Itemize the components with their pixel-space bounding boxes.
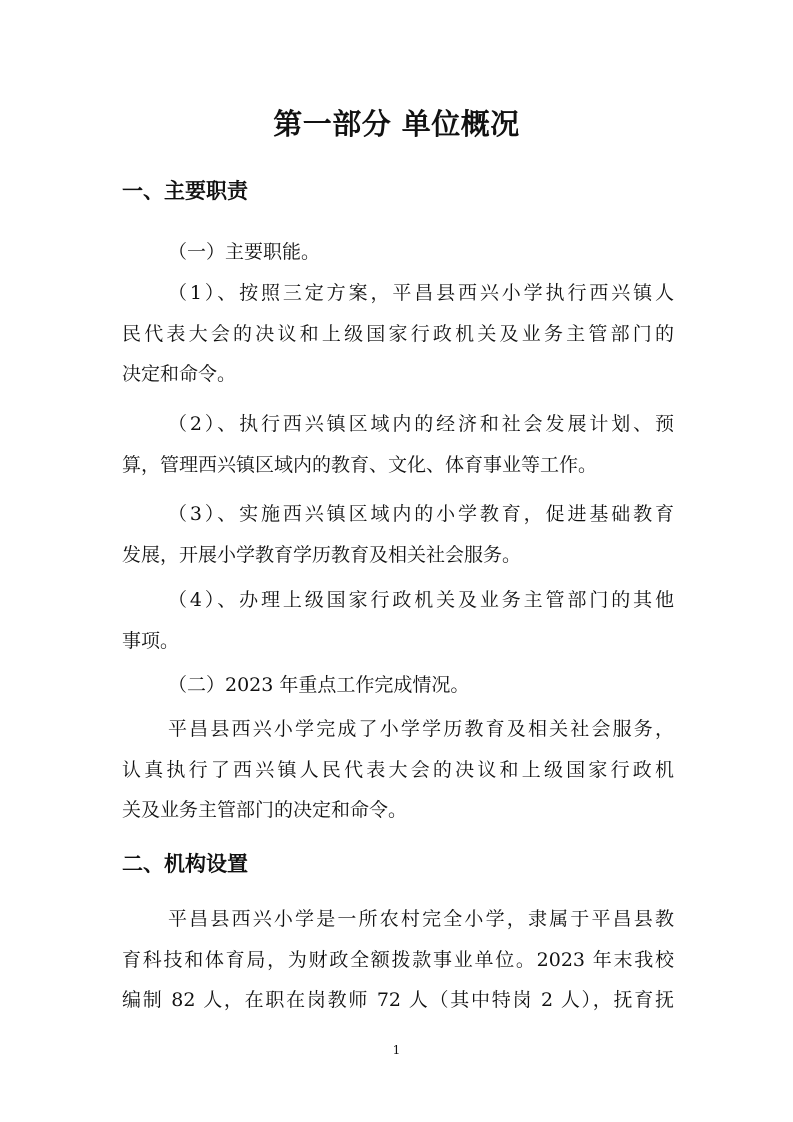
paragraph-line: 算，管理西兴镇区域内的教育、文化、体育事业等工作。 <box>122 453 598 476</box>
subsection-main-functions <box>122 232 674 273</box>
section-heading-organization: 二、机构设置 <box>122 852 248 876</box>
duty-item-2 <box>122 404 674 485</box>
paragraph-line: （3）、实施西兴镇区域内的小学教育，促进基础教育 <box>168 503 674 525</box>
page-title: 第一部分 单位概况 <box>273 107 520 141</box>
paragraph-line: 认真执行了西兴镇人民代表大会的决议和上级国家行政机 <box>122 758 674 781</box>
paragraph-line: 发展，开展小学教育学历教育及相关社会服务。 <box>122 543 522 566</box>
duty-item-4 <box>122 580 674 661</box>
paragraph-line: 平昌县西兴小学完成了小学学历教育及相关社会服务， <box>168 718 674 740</box>
subsection-title: （二）2023 年重点工作完成情况。 <box>168 674 470 696</box>
paragraph-line: （2）、执行西兴镇区域内的经济和社会发展计划、预 <box>168 413 674 435</box>
section-heading-main-duties: 一、主要职责 <box>122 179 248 203</box>
paragraph-line: 决定和命令。 <box>122 363 237 385</box>
duty-item-1 <box>122 273 674 395</box>
page-number: 1 <box>392 1043 401 1057</box>
paragraph-line: 事项。 <box>122 629 180 652</box>
paragraph-line: 育科技和体育局，为财政全额拨款事业单位。2023 年末我校 <box>122 948 674 971</box>
subsection-work-completion <box>122 665 674 706</box>
duty-item-3 <box>122 494 674 575</box>
paragraph-line: （4）、办理上级国家行政机关及业务主管部门的其他 <box>168 589 674 611</box>
paragraph-line: （1）、按照三定方案，平昌县西兴小学执行西兴镇人 <box>168 282 674 304</box>
subsection-title: （一）主要职能。 <box>168 241 321 263</box>
work-summary-paragraph <box>122 709 674 831</box>
paragraph-line: 平昌县西兴小学是一所农村完全小学，隶属于平昌县教 <box>168 908 674 930</box>
paragraph-line: 关及业务主管部门的决定和命令。 <box>122 799 408 821</box>
paragraph-line: 编制 82 人，在职在岗教师 72 人（其中特岗 2 人），抚育抚 <box>122 989 674 1011</box>
organization-paragraph <box>122 899 674 1021</box>
paragraph-line: 民代表大会的决议和上级国家行政机关及业务主管部门的 <box>122 322 674 345</box>
